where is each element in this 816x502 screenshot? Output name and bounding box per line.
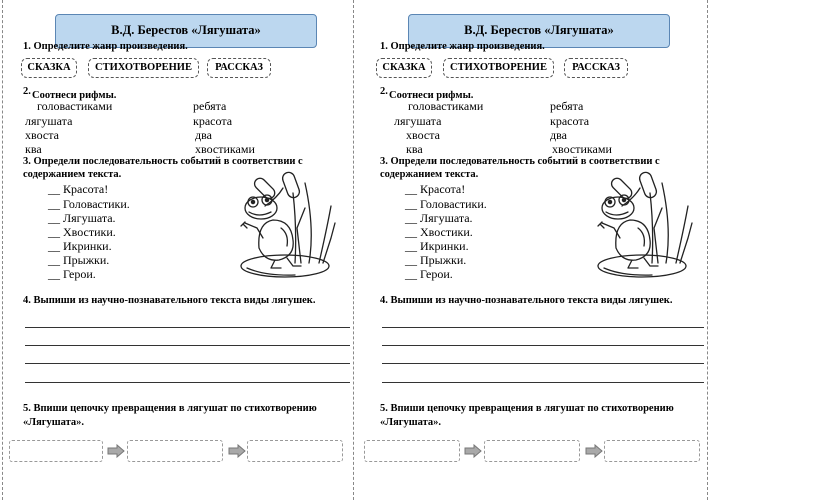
chain-box-2[interactable] — [484, 440, 580, 462]
question-2: Соотнеси рифмы. — [389, 90, 474, 101]
sequence-item[interactable]: __ Хвостики. — [405, 225, 473, 239]
chain-box-2[interactable] — [127, 440, 223, 462]
answer-line[interactable] — [25, 327, 350, 328]
question-2-number: 2. — [23, 86, 31, 97]
answer-line[interactable] — [25, 345, 350, 346]
answer-line[interactable] — [382, 382, 704, 383]
rhyme-right-word: два — [550, 128, 567, 142]
question-5-continued: «Лягушата». — [380, 417, 442, 428]
worksheet-title: В.Д. Берестов «Лягушата» — [55, 14, 317, 48]
rhyme-right-word: красота — [550, 114, 590, 128]
sequence-item[interactable]: __ Икринки. — [405, 239, 469, 253]
rhyme-right-word: ребята — [193, 99, 227, 113]
right-arrow-icon — [228, 444, 246, 458]
sequence-item[interactable]: __ Красота! — [48, 182, 109, 196]
rhyme-left-word: лягушата — [25, 114, 73, 128]
chain-box-3[interactable] — [247, 440, 343, 462]
sequence-item[interactable]: __ Лягушата. — [48, 211, 116, 225]
rhyme-right-word: красота — [193, 114, 233, 128]
question-4: 4. Выпиши из научно-познавательного текста виды лягушек. — [23, 295, 316, 306]
answer-line[interactable] — [382, 345, 704, 346]
chain-box-3[interactable] — [604, 440, 700, 462]
question-3: 3. Определи последовательность событий в соответствии с — [23, 156, 303, 167]
rhyme-left-word: хвоста — [406, 128, 440, 142]
question-2: Соотнеси рифмы. — [32, 90, 117, 101]
question-3-continued: содержанием текста. — [380, 169, 479, 180]
question-2-number: 2. — [380, 86, 388, 97]
rhyme-left-word: головастиками — [408, 99, 484, 113]
right-arrow-icon — [585, 444, 603, 458]
right-arrow-icon — [464, 444, 482, 458]
answer-line[interactable] — [382, 327, 704, 328]
question-5-continued: «Лягушата». — [23, 417, 85, 428]
genre-option-poem[interactable]: СТИХОТВОРЕНИЕ — [88, 58, 199, 78]
sequence-item[interactable]: __ Головастики. — [48, 197, 130, 211]
answer-line[interactable] — [382, 363, 704, 364]
sequence-item[interactable]: __ Герои. — [48, 267, 96, 281]
rhyme-left-word: лягушата — [394, 114, 442, 128]
sequence-item[interactable]: __ Икринки. — [48, 239, 112, 253]
question-5: 5. Впиши цепочку превращения в лягушат по стихотворению — [380, 403, 674, 414]
sequence-item[interactable]: __ Прыжки. — [405, 253, 467, 267]
chain-box-1[interactable] — [364, 440, 460, 462]
rhyme-right-word: два — [195, 128, 212, 142]
question-3: 3. Определи последовательность событий в соответствии с — [380, 156, 660, 167]
genre-option-fairytale[interactable]: СКАЗКА — [21, 58, 77, 78]
question-1: 1. Определите жанр произведения. — [380, 41, 545, 52]
genre-option-fairytale[interactable]: СКАЗКА — [376, 58, 432, 78]
right-arrow-icon — [107, 444, 125, 458]
worksheet-right — [356, 0, 708, 500]
rhyme-right-word: ребята — [550, 99, 584, 113]
worksheet-title: В.Д. Берестов «Лягушата» — [408, 14, 670, 48]
answer-line[interactable] — [25, 382, 350, 383]
rhyme-right-word: хвостиками — [195, 142, 255, 156]
rhyme-left-word: хвоста — [25, 128, 59, 142]
question-3-continued: содержанием текста. — [23, 169, 122, 180]
sequence-item[interactable]: __ Головастики. — [405, 197, 487, 211]
genre-option-story[interactable]: РАССКАЗ — [207, 58, 271, 78]
genre-option-poem[interactable]: СТИХОТВОРЕНИЕ — [443, 58, 554, 78]
genre-option-story[interactable]: РАССКАЗ — [564, 58, 628, 78]
frog-cattail-illustration — [592, 168, 702, 283]
rhyme-left-word: головастиками — [37, 99, 113, 113]
worksheet-left — [2, 0, 354, 500]
sequence-item[interactable]: __ Хвостики. — [48, 225, 116, 239]
rhyme-left-word: ква — [25, 142, 42, 156]
sequence-item[interactable]: __ Прыжки. — [48, 253, 110, 267]
rhyme-right-word: хвостиками — [552, 142, 612, 156]
sequence-item[interactable]: __ Красота! — [405, 182, 466, 196]
sequence-item[interactable]: __ Герои. — [405, 267, 453, 281]
frog-cattail-illustration — [235, 168, 345, 283]
question-4: 4. Выпиши из научно-познавательного текста виды лягушек. — [380, 295, 673, 306]
rhyme-left-word: ква — [406, 142, 423, 156]
question-5: 5. Впиши цепочку превращения в лягушат по стихотворению — [23, 403, 317, 414]
question-1: 1. Определите жанр произведения. — [23, 41, 188, 52]
answer-line[interactable] — [25, 363, 350, 364]
chain-box-1[interactable] — [9, 440, 103, 462]
sequence-item[interactable]: __ Лягушата. — [405, 211, 473, 225]
